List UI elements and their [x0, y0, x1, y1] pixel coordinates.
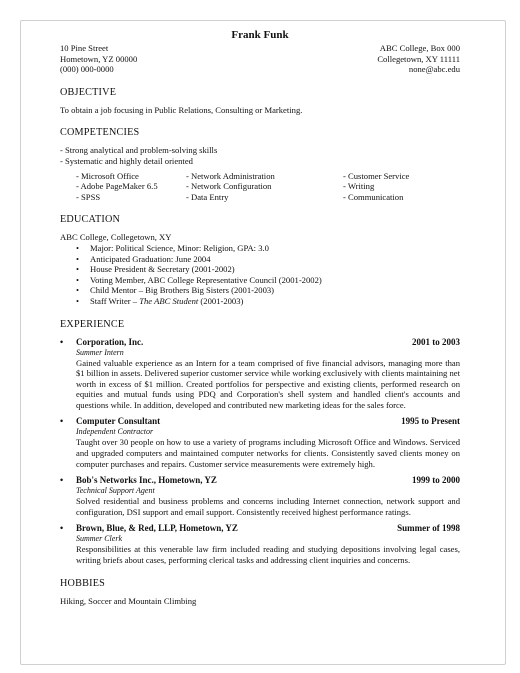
job-entry: [60, 416, 460, 469]
hobbies-text: Hiking, Soccer and Mountain Climbing: [60, 595, 197, 606]
candidate-name: Frank Funk: [231, 29, 289, 41]
school-city: Collegetown, XY 11111: [377, 53, 460, 64]
job-entry: [60, 337, 460, 411]
list-item: • Child Mentor – Big Brothers Big Sisters (2001-2003): [76, 285, 460, 296]
job-body: [60, 534, 460, 565]
education-heading: EDUCATION: [60, 214, 121, 226]
job-company: Computer Consultant: [76, 416, 161, 427]
bullet-icon: •: [60, 475, 64, 486]
competency-line: - Strong analytical and problem-solving skills: [60, 145, 218, 156]
job-dates: 1999 to 2000: [412, 475, 460, 486]
job-description: Solved residential and business problems and concerns including Internet connection, network support and configuration, DSI support and email support. Consistently received highest performance ratings.: [76, 496, 460, 517]
publication-name: The ABC Student: [139, 295, 199, 306]
bullet-icon: •: [60, 416, 64, 427]
home-address: [60, 43, 137, 75]
list-item: • Major: Political Science, Minor: Religion, GPA: 3.0: [76, 243, 460, 254]
job-header: [60, 523, 460, 534]
skill-item: - Network Administration: [186, 170, 275, 181]
job-company: Brown, Blue, & Red, LLP, Hometown, YZ: [76, 523, 238, 534]
skill-item: - Data Entry: [186, 191, 229, 202]
objective-heading: OBJECTIVE: [60, 86, 117, 98]
job-header: [60, 337, 460, 348]
skill-item: - Microsoft Office: [76, 170, 139, 181]
job-body: [60, 427, 460, 469]
skills-grid: [76, 171, 460, 203]
job-company: Corporation, Inc.: [76, 336, 144, 347]
home-street: 10 Pine Street: [60, 43, 109, 53]
skill-item: - Customer Service: [343, 170, 410, 181]
home-city: Hometown, YZ 00000: [60, 53, 138, 64]
job-description: Responsibilities at this venerable law firm included reading and studying depositions involving legal cases, writing briefs about cases, performing clerical tasks and addressing client inquiries and concerns.: [76, 544, 460, 566]
list-item: • Anticipated Graduation: June 2004: [76, 254, 460, 265]
job-role: Independent Contractor: [76, 427, 154, 437]
job-body: [60, 486, 460, 517]
job-dates: 2001 to 2003: [412, 336, 460, 347]
education-list: [60, 243, 460, 307]
contact-block: [60, 43, 460, 75]
home-phone: (000) 000-0000: [60, 64, 114, 75]
job-header: [60, 416, 460, 427]
list-item: • Voting Member, ABC College Representative Council (2001-2002): [76, 275, 460, 286]
competency-line: - Systematic and highly detail oriented: [60, 155, 193, 166]
experience-heading: EXPERIENCE: [60, 318, 125, 330]
job-dates: 1995 to Present: [401, 416, 460, 427]
staff-writer-prefix: Staff Writer –: [90, 295, 140, 306]
school-address: [377, 43, 460, 75]
job-dates: Summer of 1998: [397, 523, 460, 534]
hobbies-heading: HOBBIES: [60, 577, 105, 589]
resume-content: [60, 28, 460, 606]
job-description: Taught over 30 people on how to use a variety of programs including Microsoft Office and Windows. Serviced and upgraded computers and maintained computer networks for clients. Consistently saved clients money on computer purchases and repairs. Customer service measurements were extremely high.: [76, 437, 460, 469]
school-box: ABC College, Box 000: [379, 43, 460, 53]
skill-item: - Adobe PageMaker 6.5: [76, 181, 158, 192]
school-name: ABC College, Collegetown, XY: [60, 232, 172, 243]
job-role: Summer Clerk: [76, 534, 122, 544]
list-item: [76, 296, 460, 307]
objective-text: To obtain a job focusing in Public Relations, Consulting or Marketing.: [60, 104, 303, 115]
job-header: [60, 475, 460, 486]
job-role: Summer Intern: [76, 347, 124, 357]
staff-writer-suffix: (2001-2003): [198, 295, 244, 306]
bullet-icon: •: [60, 336, 64, 347]
list-item: • House President & Secretary (2001-2002): [76, 264, 460, 275]
skill-item: - Network Configuration: [186, 181, 272, 192]
job-entry: [60, 475, 460, 517]
bullet-icon: •: [60, 523, 64, 534]
email-address: none@abc.edu: [408, 64, 460, 75]
job-company: Bob's Networks Inc., Hometown, YZ: [76, 475, 217, 486]
job-entry: [60, 523, 460, 565]
skill-item: - Communication: [343, 191, 404, 202]
skill-item: - Writing: [343, 181, 375, 192]
job-body: [60, 348, 460, 411]
skill-item: - SPSS: [76, 191, 101, 202]
job-role: Technical Support Agent: [76, 486, 155, 496]
job-description: Gained valuable experience as an Intern for a team comprised of five financial advisors, managing more than $1 billion in assets. Delivered superior customer service while working exclusively with clients maintaining net worth in excess of $1 million. Created portfolios for perspective and existing clients, performed research on equities and mutual funds using PDQ and Corporation's shell system and handled client's accounts and questions while. In addition, developed and contributed new marketing ideas for the sales force.: [76, 357, 461, 410]
competencies-heading: COMPETENCIES: [60, 127, 140, 139]
